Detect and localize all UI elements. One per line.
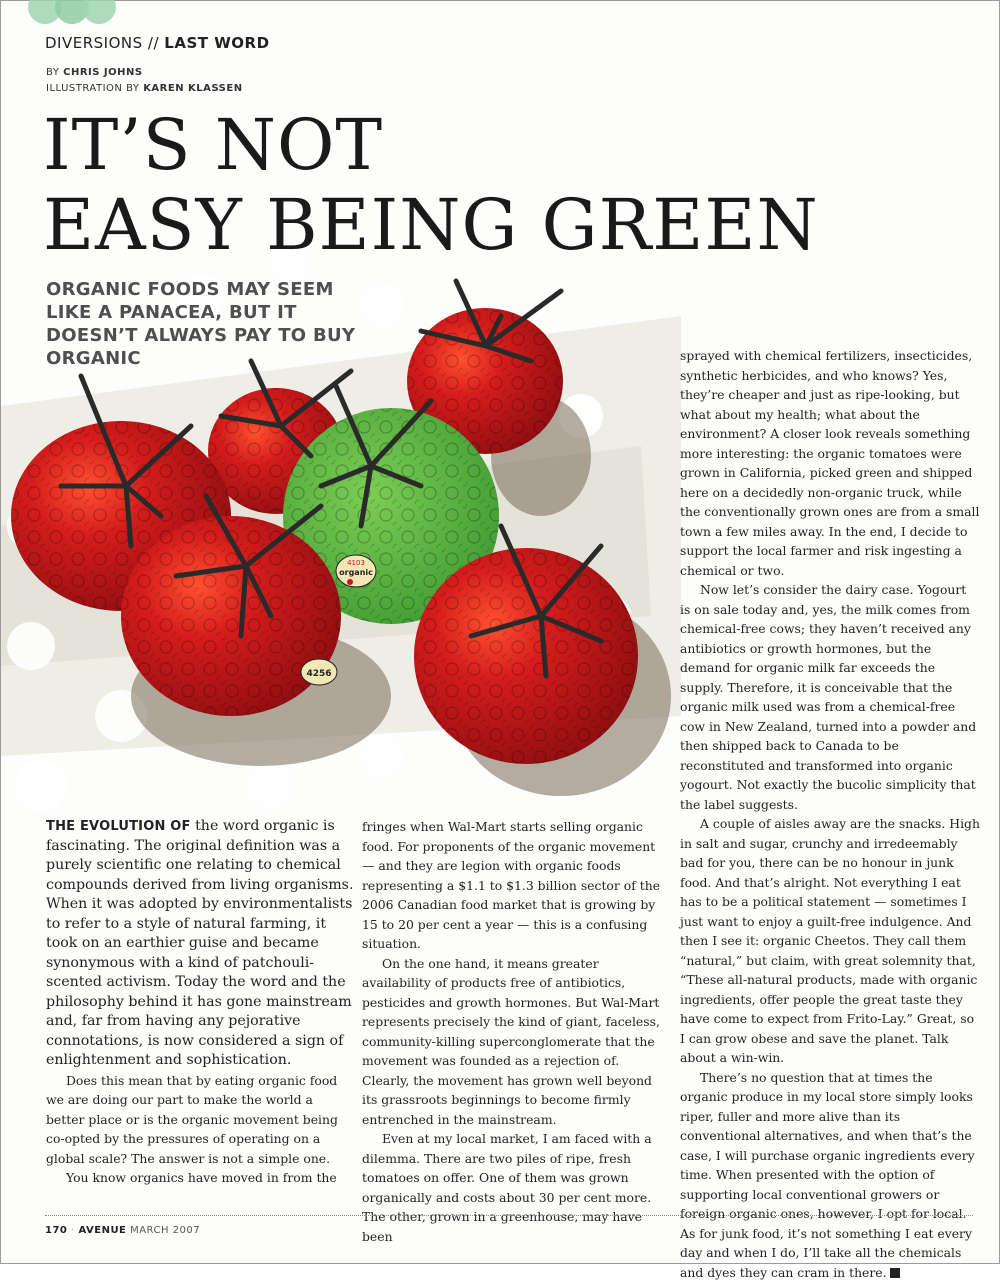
article-subtitle: ORGANIC FOODS MAY SEEM LIKE A PANACEA, BUT IT DOESN’T ALWAYS PAY TO BUY ORGANIC bbox=[46, 278, 376, 370]
column-3 bbox=[680, 346, 980, 1282]
price-sticker-code: 4256 bbox=[306, 669, 331, 679]
column-1 bbox=[46, 817, 354, 1188]
end-mark-icon: a bbox=[890, 1268, 900, 1278]
paragraph: You know organics have moved in from the bbox=[46, 1168, 354, 1188]
price-sticker bbox=[301, 659, 337, 685]
final-paragraph bbox=[680, 1068, 980, 1282]
decorative-circles bbox=[27, 0, 117, 25]
paragraph: Does this mean that by eating organic food we are doing our part to make the world a better place or is the organic movement being co-opted by the pressures of operating on a global scale? The answer is not a simple one. bbox=[46, 1071, 354, 1169]
author-name: CHRIS JOHNS bbox=[63, 67, 142, 78]
paragraph: On the one hand, it means greater availability of products free of antibiotics, pesticides and growth hormones. But Wal-Mart represents precisely the kind of giant, faceless, community-killing superconglomerate that the movement was founded as a rejection of. Clearly, the movement has grown well beyond its grassroots beginnings to become firmly entrenched in the mainstream. bbox=[362, 954, 667, 1130]
paragraph: A couple of aisles away are the snacks. High in salt and sugar, crunchy and irredeemably bad for you, there can be no honour in junk food. And that’s alright. Not everything I eat has to be a political statement — sometimes I just want to enjoy a guilt-free indulgence. And then I see it: organic Cheetos. They call them “natural,” but claim, with great solemnity that, “These all-natural products, made with organic ingredients, offer people the great taste they have come to expect from Frito-Lay.” Great, so I can grow obese and save the planet. Talk about a win-win. bbox=[680, 814, 980, 1068]
section-label: DIVERSIONS // bbox=[45, 34, 159, 52]
lead-text: the word organic is fascinating. The original definition was a purely scientific one relating to chemical compounds derived from living organisms. When it was adopted by environmentalists to refer to a style of natural farming, it took on an earthier guise and became synonymous with a kind of patchouli-scented activism. Today the word and the philosophy behind it has gone mainstream and, far from having any pejorative connotations, is now considered a sign of enlightenment and sophistication. bbox=[46, 818, 353, 1068]
page-footer: 170 · AVENUE MARCH 2007 bbox=[45, 1225, 200, 1236]
issue-date: MARCH 2007 bbox=[130, 1225, 200, 1236]
paragraph: Even at my local market, I am faced with a dilemma. There are two piles of ripe, fresh tomatoes on offer. One of them was grown organically and costs about 30 per cent more. The other, grown in a greenhouse, may have been bbox=[362, 1129, 667, 1246]
subsection-label: LAST WORD bbox=[164, 34, 269, 52]
paragraph: fringes when Wal-Mart starts selling organic food. For proponents of the organic movement — and they are legion with organic foods representing a $1.1 to $1.3 billion sector of the 2006 Canadian food market that is growing by 15 to 20 per cent a year — this is a confusing situation. bbox=[362, 817, 667, 954]
illustration-prefix: ILLUSTRATION BY bbox=[46, 83, 140, 94]
title-line-1: IT’S NOT bbox=[43, 104, 383, 186]
illustrator-name: KAREN KLASSEN bbox=[143, 83, 242, 94]
byline-prefix: BY bbox=[46, 67, 59, 78]
organic-sticker bbox=[336, 555, 376, 587]
byline bbox=[46, 67, 143, 78]
title-line-2: EASY BEING GREEN bbox=[43, 184, 819, 266]
paragraph: sprayed with chemical fertilizers, insecticides, synthetic herbicides, and who knows? Yes, they’re cheaper and just as ripe-looking, but what about my health; what about the environment? A closer look reveals something more interesting: the organic tomatoes were grown in California, picked green and shipped here on a decidedly non-organic truck, while the conventionally grown ones are from a small town a few miles away. In the end, I decide to support the local farmer and risk ingesting a chemical or two. bbox=[680, 346, 980, 580]
footer-divider bbox=[45, 1215, 973, 1216]
paragraph: Now let’s consider the dairy case. Yogourt is on sale today and, yes, the milk comes from chemical-free cows; they haven’t received any antibiotics or growth hormones, but the demand for organic milk far exceeds the supply. Therefore, it is conceivable that the organic milk used was from a chemical-free cow in New Zealand, turned into a powder and then shipped back to Canada to be reconstituted and transformed into organic yogourt. Not exactly the bucolic simplicity that the label suggests. bbox=[680, 580, 980, 814]
tomato-front-left bbox=[121, 516, 341, 716]
lead-in: THE EVOLUTION OF bbox=[46, 819, 191, 834]
organic-sticker-code: 4103 bbox=[347, 559, 365, 567]
section-header bbox=[45, 34, 270, 52]
paragraph-text: There’s no question that at times the organic produce in my local store simply looks riper, fuller and more alive than its conventional alternatives, and when that’s the case, I will purchase organic ingredients every time. When presented with the option of supporting local conventional growers or foreign organic ones, however, I opt for local. As for junk food, it’s not something I eat every day and when I do, I’ll take all the chemicals and dyes they can cram in there. bbox=[680, 1070, 975, 1280]
magazine-name: AVENUE bbox=[78, 1225, 126, 1236]
column-2 bbox=[362, 817, 667, 1246]
organic-sticker-label: organic bbox=[339, 568, 373, 577]
illustration-credit bbox=[46, 83, 243, 94]
page-number: 170 bbox=[45, 1225, 67, 1236]
lead-paragraph bbox=[46, 817, 354, 1071]
article-title bbox=[43, 105, 819, 265]
